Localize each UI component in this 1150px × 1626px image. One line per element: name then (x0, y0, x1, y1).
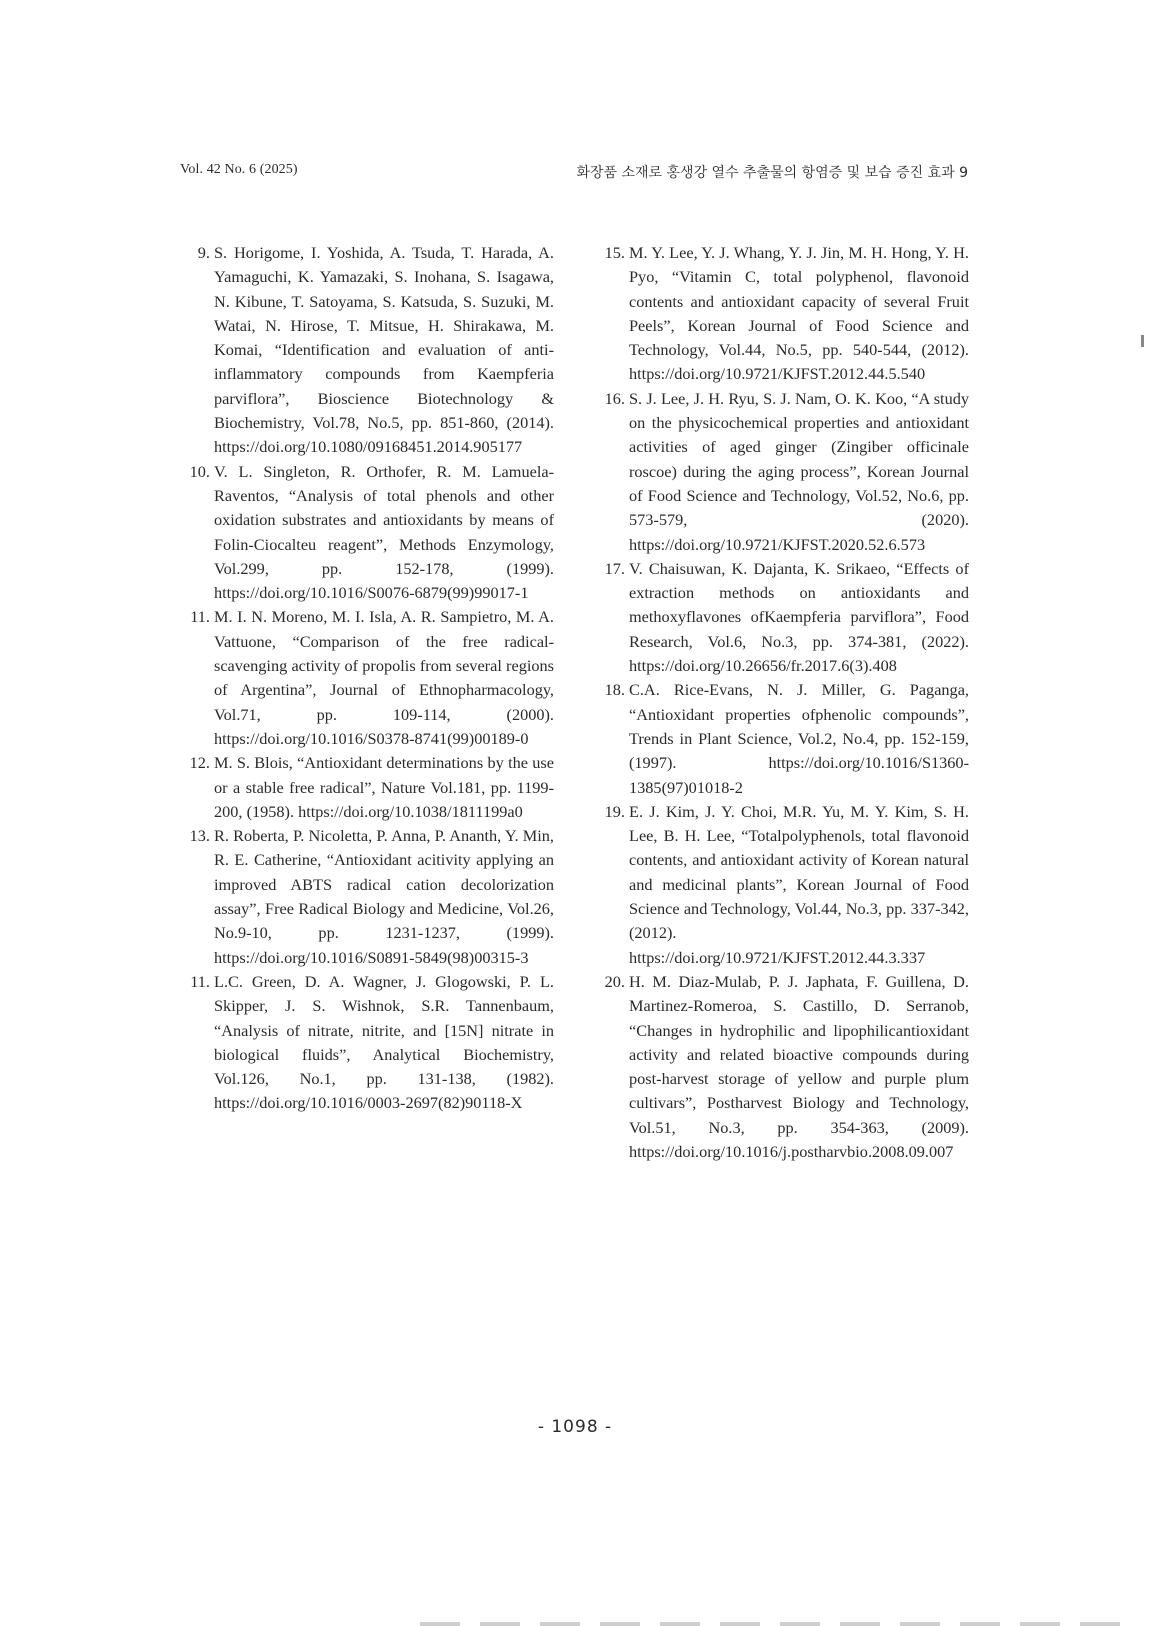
reference-text: M. S. Blois, “Antioxidant determinations by the use or a stable free radical”, Nature Vol.181, pp. 1199-200, (1958). https://doi.org/10.1038/1811199a0 (214, 753, 554, 821)
reference-item (180, 751, 554, 824)
reference-text: M. Y. Lee, Y. J. Whang, Y. J. Jin, M. H. Hong, Y. H. Pyo, “Vitamin C, total polyphenol, flavonoid contents and antioxidant capacity of several Fruit Peels”, Korean Journal of Food Science and Technology, Vol.44, No.5, pp. 540-544, (2012). https://doi.org/10.9721/KJFST.2012.44.5.540 (629, 243, 969, 384)
reference-text: S. Horigome, I. Yoshida, A. Tsuda, T. Harada, A. Yamaguchi, K. Yamazaki, S. Inohana, S. Isagawa, N. Kibune, T. Satoyama, S. Katsuda, S. Suzuki, M. Watai, N. Hirose, T. Mitsue, H. Shirakawa, M. Komai, “Identification and evaluation of anti-inflammatory compounds from Kaempferia parviflora”, Bioscience Biotechnology & Biochemistry, Vol.78, No.5, pp. 851-860, (2014). https://doi.org/10.1080/09168451.2014.905177 (214, 243, 554, 457)
reference-text: S. J. Lee, J. H. Ryu, S. J. Nam, O. K. Koo, “A study on the physicochemical properties and antioxidant activities of aged ginger (Zingiber officinale roscoe) during the aging process”, Korean Journal of Food Science and Technology, Vol.52, No.6, pp. 573-579, (2020). https://doi.org/10.9721/KJFST.2020.52.6.573 (629, 388, 969, 554)
reference-number: 18. (604, 680, 625, 700)
reference-text: C.A. Rice-Evans, N. J. Miller, G. Paganga, “Antioxidant properties ofphenolic compounds”, Trends in Plant Science, Vol.2, No.4, pp. 152-159, (1997). https://doi.org/10.1016/S1360-1385(97)01018-2 (629, 680, 969, 797)
running-header-volume: Vol. 42 No. 6 (2025) (180, 162, 298, 177)
reference-item (180, 824, 554, 970)
reference-text: H. M. Diaz-Mulab, P. J. Japhata, F. Guillena, D. Martinez-Romeroa, S. Castillo, D. Serranob, “Changes in hydrophilic and lipophilicantioxidant activity and related bioactive compounds during post-harvest storage of yellow and purple plum cultivars”, Postharvest Biology and Technology, Vol.51, No.3, pp. 354-363, (2009). https://doi.org/10.1016/j.postharvbio.2008.09.007 (629, 971, 969, 1161)
reference-number: 16. (604, 388, 625, 408)
reference-number: 12. (189, 753, 210, 773)
reference-item (180, 460, 554, 606)
reference-number: 9. (197, 243, 210, 262)
reference-item (595, 387, 969, 557)
scan-edge-mark (1141, 335, 1144, 347)
scan-bottom-strip (420, 1622, 1120, 1626)
reference-text: V. L. Singleton, R. Orthofer, R. M. Lamuela-Raventos, “Analysis of total phenols and other oxidation substrates and antioxidants by means of Folin-Ciocalteu reagent”, Methods Enzymology, Vol.299, pp. 152-178, (1999). https://doi.org/10.1016/S0076-6879(99)99017-1 (214, 461, 554, 603)
reference-item (595, 241, 969, 387)
reference-item (180, 241, 554, 460)
reference-number: 15. (604, 243, 625, 262)
reference-item (180, 605, 554, 751)
references-column-left (180, 241, 554, 1116)
reference-text: E. J. Kim, J. Y. Choi, M.R. Yu, M. Y. Kim, S. H. Lee, B. H. Lee, “Totalpolyphenols, total flavonoid contents, and antioxidant activity of Korean natural and medicinal plants”, Korean Journal of Food Science and Technology, Vol.44, No.3, pp. 337-342, (2012). https://doi.org/10.9721/KJFST.2012.44.3.337 (629, 801, 969, 967)
reference-text: M. I. N. Moreno, M. I. Isla, A. R. Sampietro, M. A. Vattuone, “Comparison of the free radical-scavenging activity of propolis from several regions of Argentina”, Journal of Ethnopharmacology, Vol.71, pp. 109-114, (2000). https://doi.org/10.1016/S0378-8741(99)00189-0 (214, 607, 554, 748)
reference-text: V. Chaisuwan, K. Dajanta, K. Srikaeo, “Effects of extraction methods on antioxidants and methoxyflavones ofKaempferia parviflora”, Food Research, Vol.6, No.3, pp. 374-381, (2022). https://doi.org/10.26656/fr.2017.6(3).408 (629, 558, 969, 676)
reference-text: R. Roberta, P. Nicoletta, P. Anna, P. Ananth, Y. Min, R. E. Catherine, “Antioxidant acitivity applying an improved ABTS radical cation decolorization assay”, Free Radical Biology and Medicine, Vol.26, No.9-10, pp. 1231-1237, (1999). https://doi.org/10.1016/S0891-5849(98)00315-3 (214, 826, 554, 967)
reference-item (595, 678, 969, 799)
reference-text: L.C. Green, D. A. Wagner, J. Glogowski, P. L. Skipper, J. S. Wishnok, S.R. Tannenbaum, “Analysis of nitrate, nitrite, and [15N] nitrate in biological fluids”, Analytical Biochemistry, Vol.126, No.1, pp. 131-138, (1982). https://doi.org/10.1016/0003-2697(82)90118-X (214, 971, 554, 1113)
reference-item (595, 970, 969, 1164)
page-number: - 1098 - (537, 1417, 613, 1437)
running-header-title: 화장품 소재로 홍생강 열수 추출물의 항염증 및 보습 증진 효과 9 (576, 165, 968, 181)
references-column-right (595, 241, 969, 1164)
reference-number: 11. (190, 607, 210, 627)
reference-item (595, 800, 969, 970)
reference-number: 20. (604, 971, 625, 991)
reference-number: 19. (604, 801, 625, 821)
reference-number: 17. (604, 558, 625, 578)
reference-number: 11. (190, 971, 210, 991)
reference-number: 13. (189, 826, 210, 846)
reference-item (595, 557, 969, 678)
reference-number: 10. (189, 461, 210, 481)
reference-item (180, 970, 554, 1116)
